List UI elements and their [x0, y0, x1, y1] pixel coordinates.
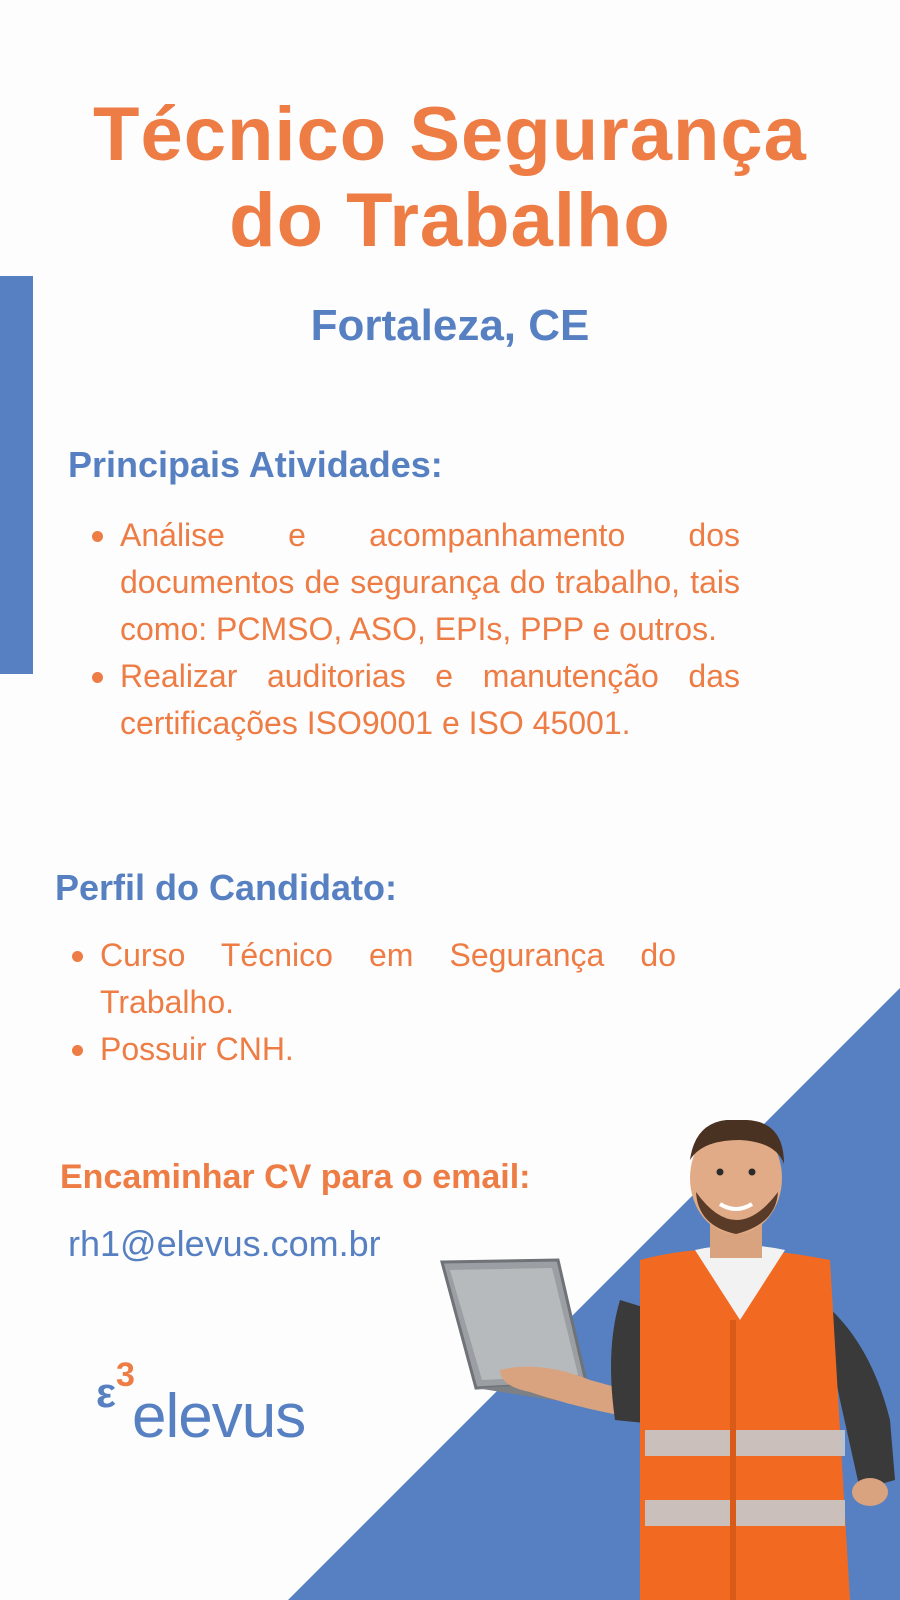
profile-heading: Perfil do Candidato:	[55, 867, 397, 908]
elevus-logo-mark-icon	[96, 1356, 135, 1416]
bullet-dot-icon	[92, 672, 103, 683]
email-link[interactable]: rh1@elevus.com.br	[68, 1223, 381, 1264]
list-item-text: Curso Técnico em Segurança do Trabalho.	[100, 937, 676, 1020]
bullet-dot-icon	[72, 951, 83, 962]
list-item	[88, 653, 740, 747]
list-item-text: Análise e acompanhamento dos documentos de segurança do trabalho, tais como: PCMSO, ASO, EPIs, PPP e outros.	[120, 517, 740, 647]
job-title	[40, 92, 860, 264]
bullet-dot-icon	[72, 1045, 83, 1056]
list-item	[68, 1026, 676, 1073]
email-heading: Encaminhar CV para o email:	[60, 1158, 531, 1196]
bullet-dot-icon	[92, 531, 103, 542]
job-title-line: Técnico Segurança	[93, 92, 807, 177]
job-title-line: do Trabalho	[229, 178, 671, 263]
logo-mark-superscript: 3	[115, 1356, 135, 1394]
job-location: Fortaleza, CE	[310, 301, 590, 350]
list-item-text: Realizar auditorias e manutenção das certificações ISO9001 e ISO 45001.	[120, 658, 740, 741]
activities-list	[88, 512, 740, 747]
activities-heading: Principais Atividades:	[68, 444, 443, 485]
worker-with-laptop-illustration	[440, 1120, 900, 1600]
logo-mark-symbol: ε	[96, 1369, 116, 1416]
list-item	[68, 932, 676, 1026]
list-item	[88, 512, 740, 653]
profile-list	[68, 932, 676, 1073]
list-item-text: Possuir CNH.	[100, 1031, 294, 1067]
elevus-wordmark: elevus	[132, 1382, 306, 1451]
elevus-logo	[96, 1356, 356, 1460]
